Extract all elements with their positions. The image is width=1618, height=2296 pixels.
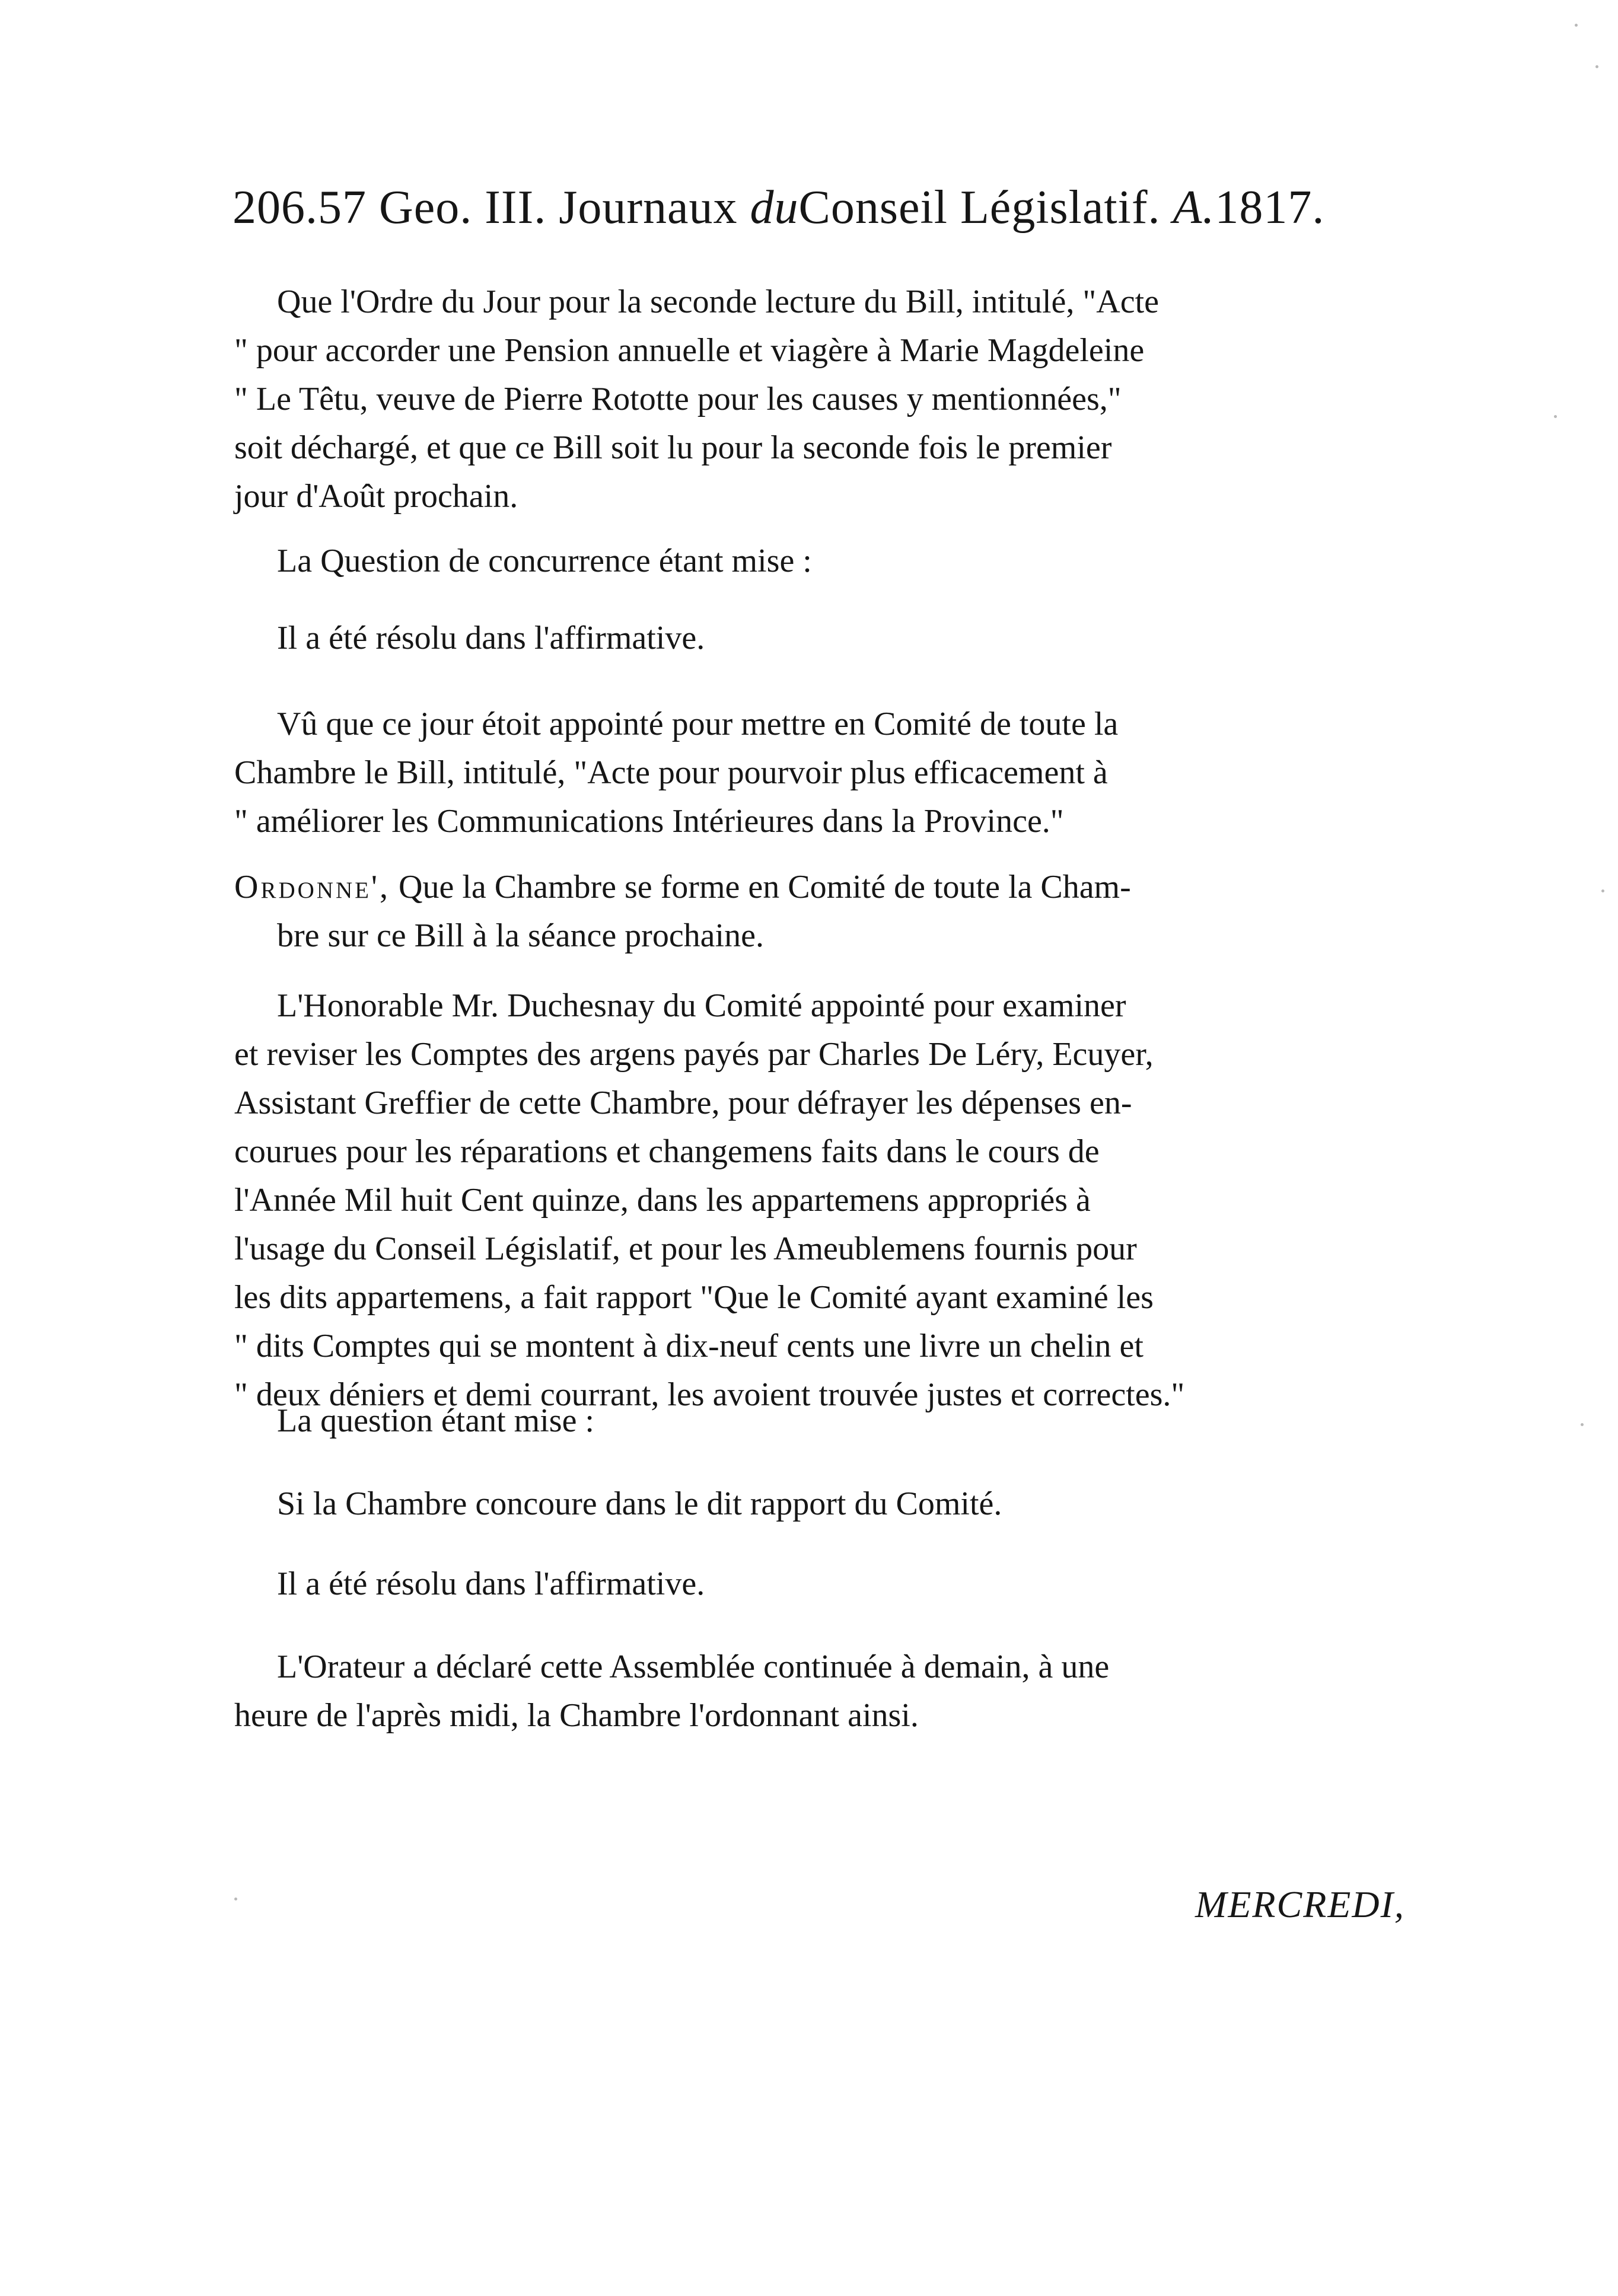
ordonne-lead: Ordonne', [234, 869, 391, 905]
page-header [232, 178, 1324, 237]
scan-speck [1601, 889, 1604, 892]
reign-label: 57 Geo. III. [318, 181, 547, 234]
paragraph-report [234, 981, 1456, 1419]
paragraph-adjourn [234, 1643, 1456, 1740]
text-line: jour d'Août prochain. [234, 478, 518, 515]
text-line: La question étant mise : [277, 1402, 594, 1439]
paragraph-concur [234, 1479, 1456, 1528]
paragraph-question-2 [234, 1396, 1456, 1445]
scan-speck [1581, 1423, 1584, 1426]
text-line: courues pour les réparations et changemens faits dans le cours de [234, 1133, 1100, 1170]
paragraph-committee-day [234, 700, 1456, 846]
text-line: heure de l'après midi, la Chambre l'ordonnant ainsi. [234, 1697, 919, 1734]
text-line: " deux déniers et demi courrant, les avoient trouvée justes et correctes." [234, 1376, 1185, 1413]
year-prefix: A. [1173, 181, 1215, 234]
text-line: l'usage du Conseil Législatif, et pour les Ameublemens fournis pour [234, 1230, 1137, 1267]
text-line: l'Année Mil huit Cent quinze, dans les appartemens appropriés à [234, 1182, 1091, 1219]
text-line: Chambre le Bill, intitulé, "Acte pour pourvoir plus efficacement à [234, 754, 1108, 791]
text-line: bre sur ce Bill à la séance prochaine. [277, 917, 764, 954]
journal-title-part2: Conseil Législatif. [798, 181, 1161, 234]
paragraph-order-of-day [234, 278, 1456, 521]
text-line: " pour accorder une Pension annuelle et viagère à Marie Magdeleine [234, 332, 1145, 369]
page-number: 206. [232, 181, 318, 234]
ordonne-text: Que la Chambre se forme en Comité de toute la Cham- [399, 869, 1131, 905]
text-line: " dits Comptes qui se montent à dix-neuf cents une livre un chelin et [234, 1328, 1144, 1364]
text-line: L'Honorable Mr. Duchesnay du Comité appointé pour examiner [277, 987, 1126, 1024]
paragraph-ordonne [234, 863, 1456, 960]
scan-speck [1554, 415, 1557, 418]
text-line: " améliorer les Communications Intérieures dans la Province." [234, 803, 1064, 840]
text-line: soit déchargé, et que ce Bill soit lu pour la seconde fois le premier [234, 429, 1112, 466]
text-line: La Question de concurrence étant mise : [277, 543, 812, 579]
paragraph-resolved-2 [234, 1560, 1456, 1608]
year-label: 1817. [1215, 181, 1325, 234]
text-line: " Le Têtu, veuve de Pierre Rototte pour les causes y mentionnées," [234, 381, 1122, 417]
paragraph-resolved [234, 614, 1456, 662]
scan-speck [1575, 24, 1578, 27]
text-line [234, 863, 1456, 911]
journal-title-du: du [750, 181, 799, 234]
journal-title-part1: Journaux [559, 181, 738, 234]
text-line: Que l'Ordre du Jour pour la seconde lecture du Bill, intitulé, "Acte [277, 283, 1159, 320]
paragraph-question [234, 537, 1456, 585]
scan-speck [1595, 65, 1598, 68]
text-line: et reviser les Comptes des argens payés par Charles De Léry, Ecuyer, [234, 1036, 1154, 1073]
scan-speck [234, 1898, 237, 1900]
text-line: Assistant Greffier de cette Chambre, pour défrayer les dépenses en- [234, 1085, 1132, 1121]
catchword-next-day: MERCREDI, [1195, 1883, 1405, 1925]
text-line: les dits appartemens, a fait rapport "Que le Comité ayant examiné les [234, 1279, 1154, 1316]
text-line: Si la Chambre concoure dans le dit rapport du Comité. [277, 1485, 1002, 1522]
text-line: Il a été résolu dans l'affirmative. [277, 620, 705, 656]
text-line: L'Orateur a déclaré cette Assemblée continuée à demain, à une [277, 1648, 1110, 1685]
text-line: Vû que ce jour étoit appointé pour mettre en Comité de toute la [277, 706, 1119, 742]
text-line: Il a été résolu dans l'affirmative. [277, 1565, 705, 1602]
